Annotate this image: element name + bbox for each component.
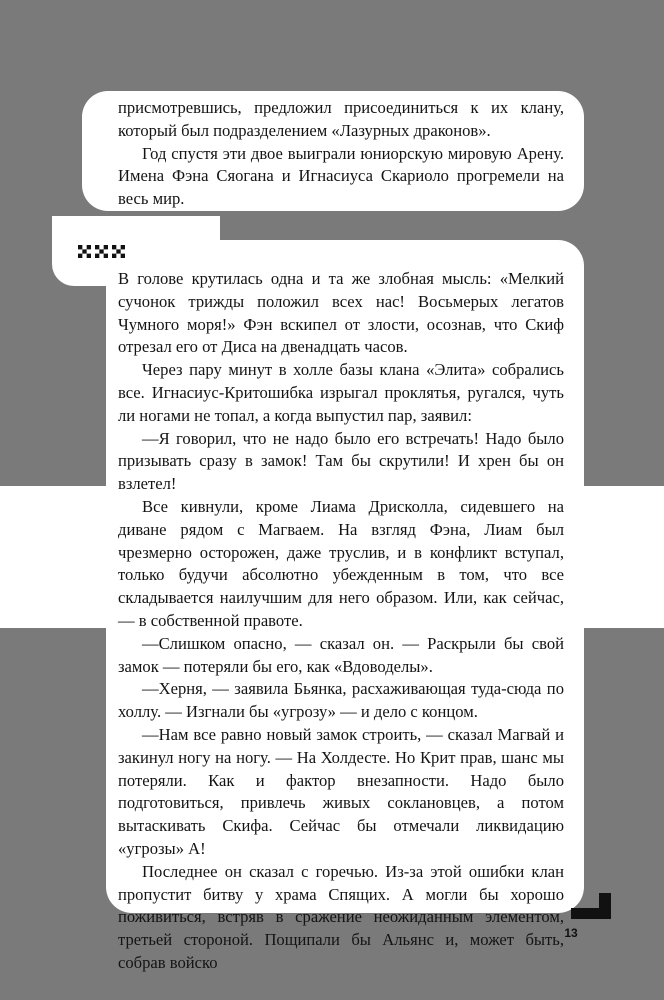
- paragraph: Все кивнули, кроме Лиама Дрисколла, сидевшего на диване рядом с Магваем. На взгляд Фэна, Лиам был чрезмерно осторожен, даже труслив, и в конфликт вступал, только будучи абсолютно убежденным в том, что все складывается наилучшим для него образом. Или, как сейчас, — в собственной правоте.: [118, 496, 564, 630]
- paragraph: присмотревшись, предложил присоединиться к их клану, который был подразделением «Лазурных драконов».: [118, 98, 564, 140]
- page-number: 13: [564, 926, 578, 940]
- paragraph: —Нам все равно новый замок строить, — сказал Магвай и закинул ногу на ногу. — На Холдесте. Но Крит прав, шанс мы потеряли. Как и фактор внезапности. Надо было подготовиться, привлечь живых соклановцев, а потом вытаскивать Скифа. Сейчас бы отмечали ликвидацию «угрозы» А!: [118, 724, 564, 858]
- paragraph: —Слишком опасно, — сказал он. — Раскрыли бы свой замок — потеряли бы его, как «Вдоводелы».: [118, 633, 564, 676]
- top-text-block: [118, 97, 564, 211]
- paragraph: —Я говорил, что не надо было его встречать! Надо было призывать сразу в замок! Там бы скрутили! И хрен бы он взлетел!: [118, 428, 564, 494]
- paragraph: В голове крутилась одна и та же злобная мысль: «Мелкий сучонок трижды положил всех нас! Восьмерых легатов Чумного моря!» Фэн вскипел от злости, осознав, что Скиф отрезал его от Диса на двенадцать часов.: [118, 269, 564, 357]
- paragraph: Последнее он сказал с горечью. Из-за этой ошибки клан пропустит битву у храма Спящих. А могли бы хорошо поживиться, встряв в сражение неожиданным элементом, третьей стороной. Пощипали бы Альянс и, может быть, собрав войско: [118, 861, 564, 972]
- paragraph: —Херня, — заявила Бьянка, расхаживающая туда-сюда по холлу. — Изгнали бы «угрозу» — и дело с концом.: [118, 679, 564, 722]
- corner-bracket-icon: [571, 893, 611, 919]
- cross-pattern-icon: [95, 245, 108, 258]
- section-separator: [78, 245, 125, 258]
- cross-pattern-icon: [78, 245, 91, 258]
- paragraph: Год спустя эти двое выиграли юниорскую мировую Арену. Имена Фэна Сяогана и Игнасиуса Скариоло прогремели на весь мир.: [118, 143, 564, 209]
- paragraph: Через пару минут в холле базы клана «Элита» собрались все. Игнасиус-Критошибка изрыгал проклятья, ругался, чуть ли ногами не топал, а когда выпустил пар, заявил:: [118, 360, 564, 425]
- main-text-block: [118, 268, 564, 975]
- cross-pattern-icon: [112, 245, 125, 258]
